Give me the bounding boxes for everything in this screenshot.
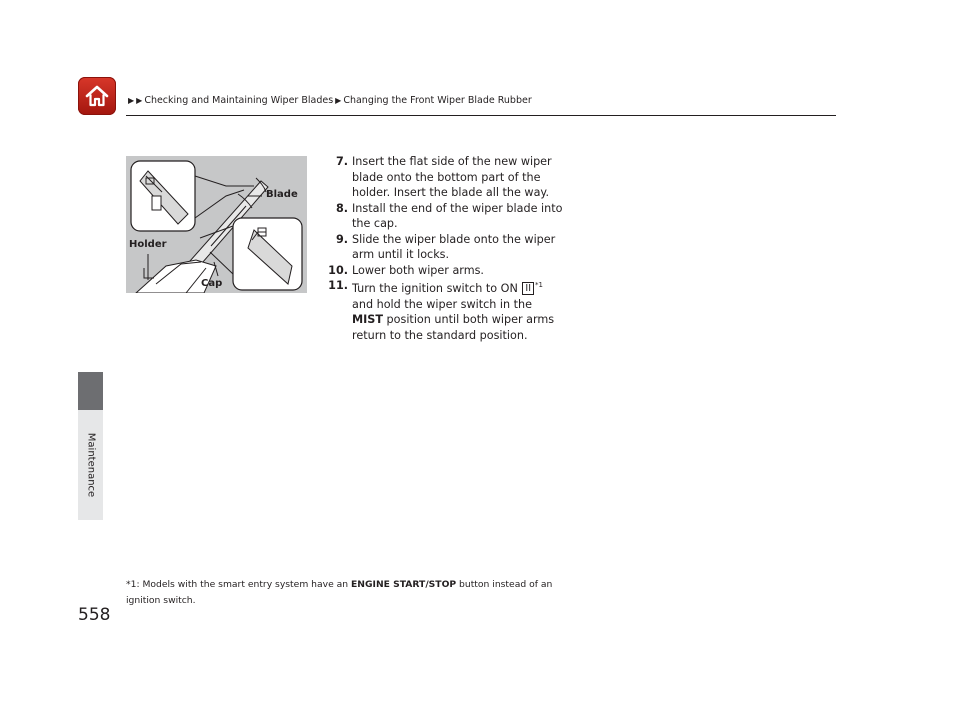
step-text: Lower both wiper arms. <box>352 263 484 277</box>
mist-position-term: MIST <box>352 313 383 326</box>
step-number: 8. <box>335 201 348 215</box>
step-text-part: and hold the wiper switch in the <box>352 297 533 311</box>
home-button[interactable] <box>78 77 116 115</box>
home-icon <box>84 83 110 109</box>
footnote-text: button instead of an ignition switch. <box>126 579 553 606</box>
page-number: 558 <box>78 605 111 625</box>
step-text: Install the end of the wiper blade into the cap. <box>352 201 563 230</box>
step-text: Insert the flat side of the new wiper blade onto the bottom part of the holder. Insert the blade all the way. <box>352 155 552 199</box>
footnote-marker: *1: <box>126 579 140 590</box>
breadcrumb <box>128 95 534 106</box>
breadcrumb-link-wiper-blades[interactable]: Checking and Maintaining Wiper Blades <box>144 95 334 106</box>
wiper-blade-illustration <box>126 156 307 293</box>
step-item <box>318 154 563 201</box>
figure-label-cap: Cap <box>201 278 223 289</box>
breadcrumb-arrow-icon: ▶ <box>128 96 135 105</box>
step-number: 9. <box>335 232 348 246</box>
step-text-part: position until both wiper arms return to the standard position. <box>352 313 555 342</box>
breadcrumb-link-front-wiper-rubber[interactable]: Changing the Front Wiper Blade Rubber <box>343 95 532 106</box>
sidebar-section-label: Maintenance <box>85 432 97 498</box>
step-text: Slide the wiper blade onto the wiper arm until it locks. <box>352 232 556 261</box>
header-divider <box>126 115 836 116</box>
breadcrumb-arrow-icon: ▶ <box>335 96 342 105</box>
step-number: 10. <box>328 263 348 277</box>
figure-label-holder: Holder <box>129 239 167 250</box>
breadcrumb-arrow-icon: ▶ <box>136 96 143 105</box>
instruction-steps <box>318 154 563 343</box>
step-item <box>318 263 563 279</box>
step-item <box>318 278 563 343</box>
footnote <box>126 577 566 609</box>
step-text <box>352 278 563 343</box>
step-item <box>318 201 563 232</box>
wiper-diagram-icon <box>126 156 307 293</box>
footnote-text: Models with the smart entry system have an <box>142 579 349 590</box>
sidebar-tab-marker <box>78 372 103 410</box>
step-text-part: Turn the ignition switch to ON <box>352 282 518 295</box>
figure-label-blade: Blade <box>266 189 298 200</box>
engine-start-stop-term: ENGINE START/STOP <box>351 579 457 590</box>
step-number: 11. <box>328 279 348 292</box>
step-number: 7. <box>335 155 348 168</box>
step-item <box>318 232 563 263</box>
footnote-reference[interactable]: *1 <box>535 281 543 289</box>
ignition-position-symbol: II <box>522 282 534 295</box>
